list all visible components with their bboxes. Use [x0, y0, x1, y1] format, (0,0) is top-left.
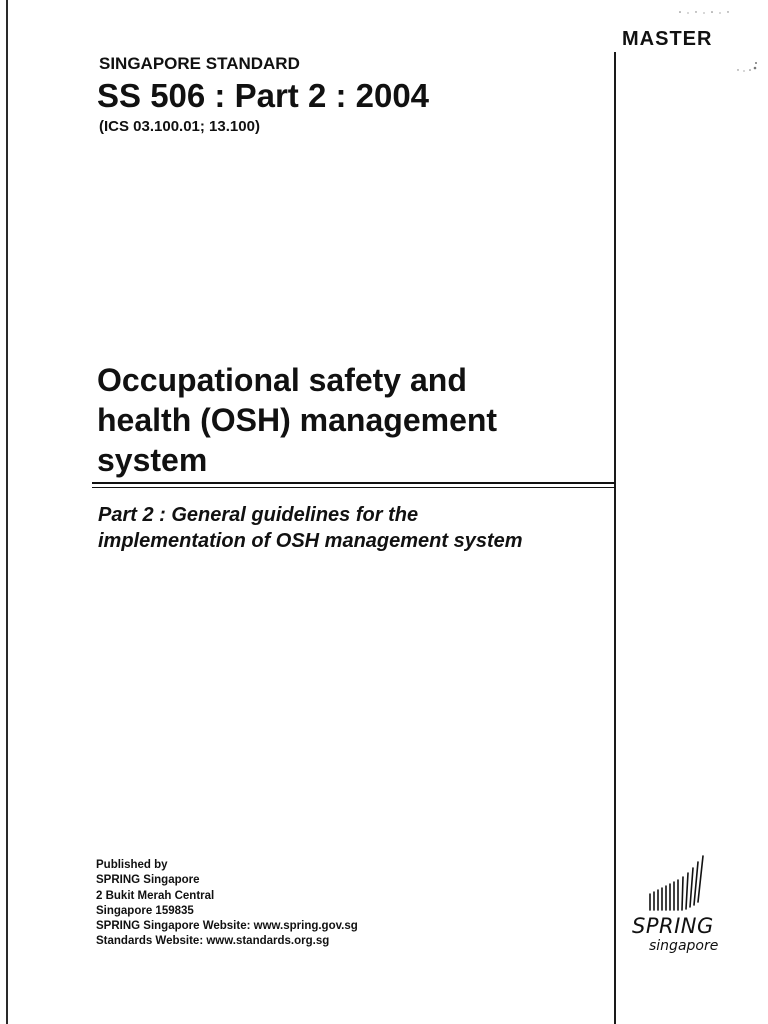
- publisher-line: Singapore 159835: [96, 904, 194, 917]
- document-title: [97, 360, 607, 480]
- publisher-line: Standards Website: www.standards.org.sg: [96, 935, 330, 948]
- standard-number: SS 506 : Part 2 : 2004: [97, 77, 430, 114]
- right-border-rule: [614, 52, 616, 1024]
- title-line: health (OSH) management: [97, 402, 498, 438]
- document-subtitle: [98, 502, 608, 554]
- subtitle-line: Part 2 : General guidelines for the: [98, 504, 419, 526]
- publisher-line: SPRING Singapore Website: www.spring.gov.sg: [96, 920, 358, 933]
- publisher-block: [96, 858, 358, 950]
- ics-codes: (ICS 03.100.01; 13.100): [99, 118, 260, 135]
- subtitle-line: implementation of OSH management system: [98, 530, 523, 552]
- publisher-line: 2 Bukit Merah Central: [96, 889, 215, 902]
- publisher-line: Published by: [96, 859, 168, 871]
- title-line: Occupational safety and: [97, 362, 467, 398]
- title-line: system: [97, 442, 208, 478]
- spring-logo-name: SPRING: [632, 914, 714, 938]
- standard-label: SINGAPORE STANDARD: [99, 54, 300, 73]
- master-stamp: MASTER: [622, 28, 713, 50]
- title-divider: [92, 482, 615, 484]
- title-divider-thin: [92, 487, 615, 488]
- publisher-line: SPRING Singapore: [96, 874, 200, 887]
- left-border-rule: [6, 0, 8, 1024]
- spring-logo-sub: singapore: [649, 938, 719, 954]
